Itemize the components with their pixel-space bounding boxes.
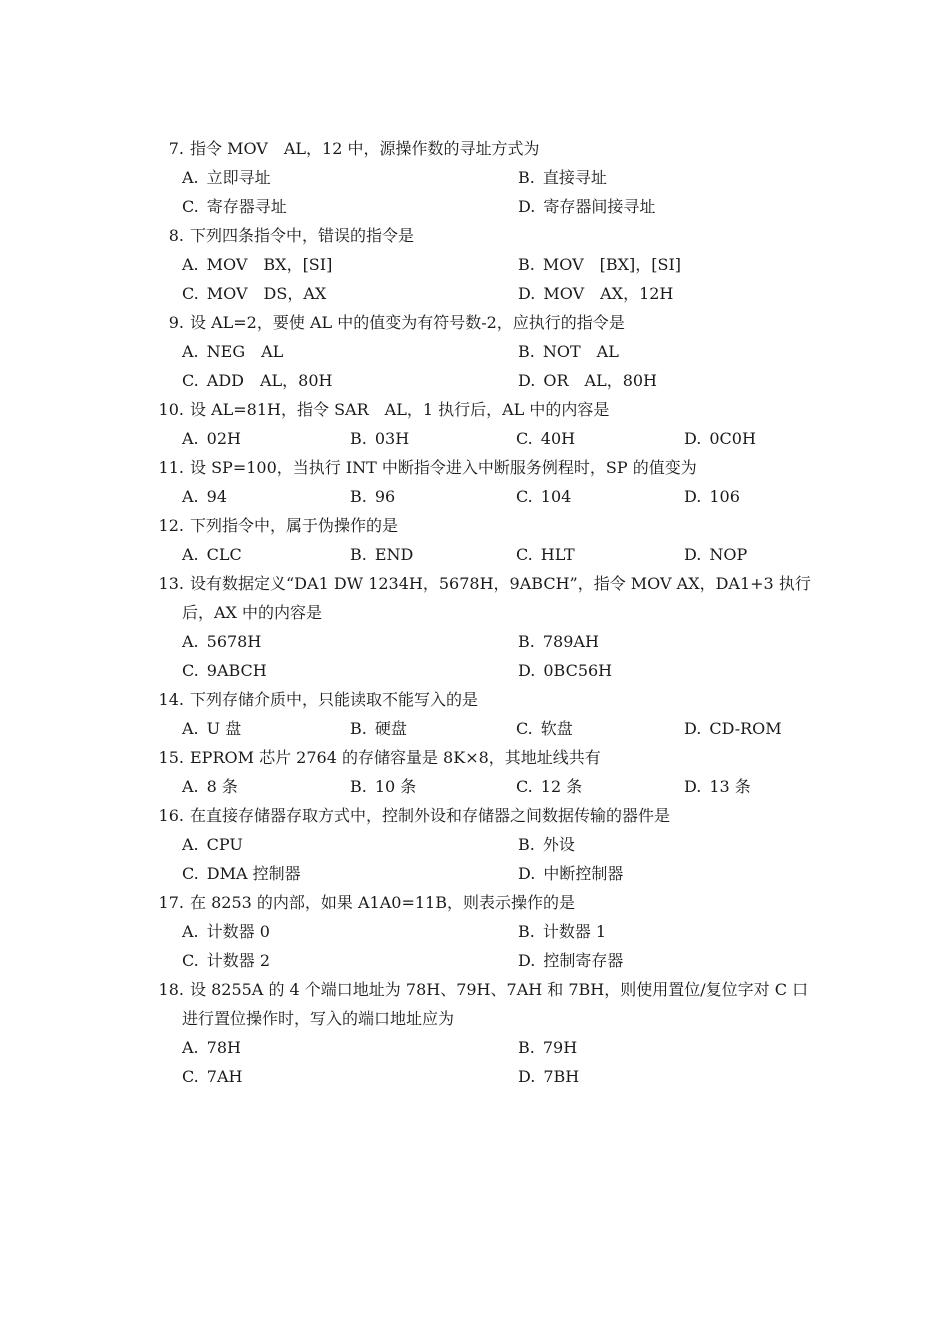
option-text: HLT	[540, 545, 575, 564]
option-text: 硬盘	[374, 719, 407, 738]
answer-option	[182, 482, 350, 511]
option-letter: A.	[182, 922, 199, 941]
option-text: 计数器 2	[206, 951, 271, 970]
option-text: 78H	[206, 1038, 241, 1057]
answer-option	[518, 656, 818, 685]
option-letter: D.	[518, 661, 536, 680]
answer-option	[350, 424, 516, 453]
option-letter: C.	[516, 429, 533, 448]
option-text: 0C0H	[709, 429, 756, 448]
option-text: 计数器 1	[542, 922, 607, 941]
option-letter: A.	[182, 342, 199, 361]
question-stem	[148, 511, 788, 540]
answer-options	[148, 337, 788, 395]
option-text: NEG AL	[206, 342, 284, 361]
option-letter: B.	[518, 922, 535, 941]
answer-option	[182, 656, 518, 685]
question-stem	[148, 801, 788, 830]
option-letter: B.	[350, 777, 367, 796]
answer-option	[182, 1033, 518, 1062]
question-text: 在直接存储器存取方式中，控制外设和存储器之间数据传输的器件是	[190, 806, 671, 825]
option-text: 计数器 0	[206, 922, 270, 941]
answer-option	[518, 859, 818, 888]
option-text: 软盘	[540, 719, 573, 738]
option-text: MOV DS，AX	[206, 284, 327, 303]
question-item	[148, 801, 788, 888]
option-letter: B.	[518, 835, 535, 854]
question-text: 设 AL=2，要使 AL 中的值变为有符号数-2，应执行的指令是	[190, 313, 625, 332]
question-text: 设 SP=100，当执行 INT 中断指令进入中断服务例程时，SP 的值变为	[190, 458, 697, 477]
option-letter: A.	[182, 168, 199, 187]
answer-option	[516, 482, 684, 511]
answer-option	[518, 830, 818, 859]
option-letter: C.	[516, 719, 533, 738]
question-item	[148, 453, 788, 511]
answer-option	[518, 1062, 818, 1091]
answer-option	[684, 714, 824, 743]
option-letter: B.	[350, 545, 367, 564]
answer-options	[148, 830, 788, 888]
answer-option	[516, 424, 684, 453]
answer-option	[350, 714, 516, 743]
question-item	[148, 511, 788, 569]
option-text: NOT AL	[542, 342, 619, 361]
option-text: CD-ROM	[709, 719, 782, 738]
answer-option	[182, 337, 518, 366]
question-text: 下列存储介质中，只能读取不能写入的是	[190, 690, 479, 709]
option-text: 94	[206, 487, 227, 506]
option-letter: D.	[518, 1067, 536, 1086]
option-letter: C.	[182, 1067, 199, 1086]
question-number: 16.	[158, 806, 184, 825]
question-number: 8.	[168, 226, 184, 245]
option-letter: C.	[182, 661, 199, 680]
question-number: 17.	[158, 893, 184, 912]
question-stem	[148, 395, 788, 424]
option-text: 79H	[542, 1038, 578, 1057]
option-letter: D.	[518, 951, 536, 970]
question-number: 14.	[158, 690, 184, 709]
option-text: 9ABCH	[206, 661, 267, 680]
option-letter: A.	[182, 255, 199, 274]
answer-options	[148, 163, 788, 221]
answer-options	[148, 250, 788, 308]
question-number: 15.	[158, 748, 184, 767]
option-text: 106	[709, 487, 740, 506]
question-item	[148, 569, 811, 685]
option-text: 7AH	[206, 1067, 243, 1086]
answer-option	[182, 714, 350, 743]
answer-option	[182, 279, 518, 308]
answer-option	[518, 1033, 818, 1062]
option-letter: C.	[516, 777, 533, 796]
question-text-continued: 后，AX 中的内容是	[182, 603, 323, 622]
option-text: 8 条	[206, 777, 238, 796]
option-letter: A.	[182, 545, 199, 564]
question-text: 设有数据定义“DA1 DW 1234H，5678H，9ABCH”，指令 MOV AX，DA1+3 执行	[190, 574, 811, 593]
question-stem	[148, 221, 788, 250]
option-text: 控制寄存器	[543, 951, 624, 970]
answer-option	[182, 946, 518, 975]
answer-option	[182, 1062, 518, 1091]
option-text: 中断控制器	[543, 864, 624, 883]
option-letter: D.	[518, 371, 536, 390]
option-letter: D.	[684, 429, 702, 448]
answer-option	[684, 482, 824, 511]
option-text: 7BH	[543, 1067, 580, 1086]
option-letter: B.	[518, 168, 535, 187]
answer-option	[518, 337, 818, 366]
answer-option	[518, 627, 818, 656]
question-text: 下列指令中，属于伪操作的是	[190, 516, 399, 535]
answer-option	[182, 917, 518, 946]
option-letter: D.	[684, 719, 702, 738]
option-text: CLC	[206, 545, 242, 564]
option-text: 外设	[542, 835, 575, 854]
option-text: 789AH	[542, 632, 599, 651]
answer-option	[518, 917, 818, 946]
option-text: 直接寻址	[542, 168, 607, 187]
option-text: CPU	[206, 835, 243, 854]
answer-option	[182, 627, 518, 656]
option-letter: A.	[182, 487, 199, 506]
answer-options	[148, 482, 788, 511]
option-letter: A.	[182, 632, 199, 651]
answer-options	[148, 772, 788, 801]
question-text: 设 AL=81H，指令 SAR AL，1 执行后，AL 中的内容是	[190, 400, 610, 419]
answer-option	[518, 192, 818, 221]
option-letter: D.	[518, 864, 536, 883]
answer-options	[148, 540, 788, 569]
option-letter: C.	[182, 864, 199, 883]
answer-option	[684, 540, 824, 569]
option-letter: D.	[684, 487, 702, 506]
answer-option	[182, 859, 518, 888]
question-item	[148, 395, 788, 453]
option-text: 02H	[206, 429, 241, 448]
option-text: 寄存器间接寻址	[543, 197, 656, 216]
question-stem	[148, 743, 788, 772]
option-text: U 盘	[206, 719, 242, 738]
question-number: 10.	[158, 400, 184, 419]
option-letter: A.	[182, 429, 199, 448]
option-letter: A.	[182, 719, 199, 738]
option-letter: B.	[350, 719, 367, 738]
option-letter: B.	[350, 487, 367, 506]
option-text: 104	[540, 487, 572, 506]
answer-option	[350, 772, 516, 801]
answer-options	[148, 917, 788, 975]
option-letter: D.	[684, 545, 702, 564]
option-text: DMA 控制器	[206, 864, 301, 883]
option-text: 10 条	[374, 777, 417, 796]
option-letter: C.	[182, 284, 199, 303]
option-letter: A.	[182, 835, 199, 854]
question-number: 18.	[158, 980, 184, 999]
question-item	[148, 134, 788, 221]
question-text: EPROM 芯片 2764 的存储容量是 8K×8，其地址线共有	[190, 748, 601, 767]
answer-option	[350, 540, 516, 569]
answer-options	[148, 627, 788, 685]
answer-option	[516, 714, 684, 743]
question-stem	[148, 453, 788, 482]
option-text: MOV AX，12H	[543, 284, 674, 303]
answer-option	[518, 946, 818, 975]
question-item	[148, 743, 788, 801]
question-item	[148, 888, 788, 975]
question-number: 7.	[168, 139, 184, 158]
option-letter: C.	[182, 197, 199, 216]
question-stem	[148, 134, 788, 163]
option-text: 96	[374, 487, 396, 506]
answer-option	[518, 279, 818, 308]
option-letter: A.	[182, 1038, 199, 1057]
answer-option	[518, 366, 818, 395]
answer-option	[516, 540, 684, 569]
option-letter: D.	[684, 777, 702, 796]
option-text: END	[374, 545, 414, 564]
option-text: 5678H	[206, 632, 262, 651]
answer-option	[182, 250, 518, 279]
answer-option	[182, 772, 350, 801]
option-letter: B.	[518, 342, 535, 361]
question-list	[148, 134, 811, 1091]
question-text-continued: 进行置位操作时，写入的端口地址应为	[182, 1009, 455, 1028]
question-text: 指令 MOV AL，12 中，源操作数的寻址方式为	[190, 139, 540, 158]
option-text: MOV [BX]，[SI]	[542, 255, 682, 274]
option-letter: B.	[518, 255, 535, 274]
option-text: OR AL，80H	[543, 371, 658, 390]
question-item	[148, 308, 788, 395]
question-stem	[148, 888, 788, 917]
option-text: 13 条	[709, 777, 751, 796]
option-letter: B.	[518, 632, 535, 651]
option-text: 12 条	[540, 777, 583, 796]
answer-options	[148, 714, 788, 743]
question-stem	[148, 308, 788, 337]
question-text: 下列四条指令中，错误的指令是	[190, 226, 415, 245]
answer-option	[518, 250, 818, 279]
option-text: ADD AL，80H	[206, 371, 333, 390]
option-letter: B.	[518, 1038, 535, 1057]
option-text: NOP	[709, 545, 748, 564]
answer-option	[182, 163, 518, 192]
answer-option	[684, 424, 824, 453]
option-letter: D.	[518, 197, 536, 216]
option-letter: C.	[516, 545, 533, 564]
answer-option	[182, 830, 518, 859]
option-letter: A.	[182, 777, 199, 796]
answer-options	[148, 1033, 788, 1091]
question-stem	[148, 569, 811, 598]
option-text: MOV BX，[SI]	[206, 255, 333, 274]
answer-option	[350, 482, 516, 511]
question-text: 设 8255A 的 4 个端口地址为 78H、79H、7AH 和 7BH，则使用置位/复位字对 C 口	[190, 980, 809, 999]
option-text: 03H	[374, 429, 410, 448]
answer-option	[182, 424, 350, 453]
option-text: 0BC56H	[543, 661, 613, 680]
option-letter: C.	[182, 371, 199, 390]
option-letter: C.	[516, 487, 533, 506]
question-item	[148, 685, 788, 743]
option-letter: B.	[350, 429, 367, 448]
answer-option	[182, 192, 518, 221]
question-number: 13.	[158, 574, 184, 593]
question-number: 11.	[158, 458, 184, 477]
answer-option	[684, 772, 824, 801]
question-number: 12.	[158, 516, 184, 535]
question-stem	[148, 975, 809, 1004]
option-text: 寄存器寻址	[206, 197, 287, 216]
option-text: 40H	[540, 429, 576, 448]
question-item	[148, 221, 788, 308]
option-letter: D.	[518, 284, 536, 303]
question-item	[148, 975, 809, 1091]
question-stem	[148, 685, 788, 714]
question-text: 在 8253 的内部，如果 A1A0=11B，则表示操作的是	[190, 893, 575, 912]
answer-options	[148, 424, 788, 453]
answer-option	[182, 366, 518, 395]
answer-option	[182, 540, 350, 569]
answer-option	[518, 163, 818, 192]
answer-option	[516, 772, 684, 801]
option-letter: C.	[182, 951, 199, 970]
option-text: 立即寻址	[206, 168, 271, 187]
question-number: 9.	[168, 313, 184, 332]
